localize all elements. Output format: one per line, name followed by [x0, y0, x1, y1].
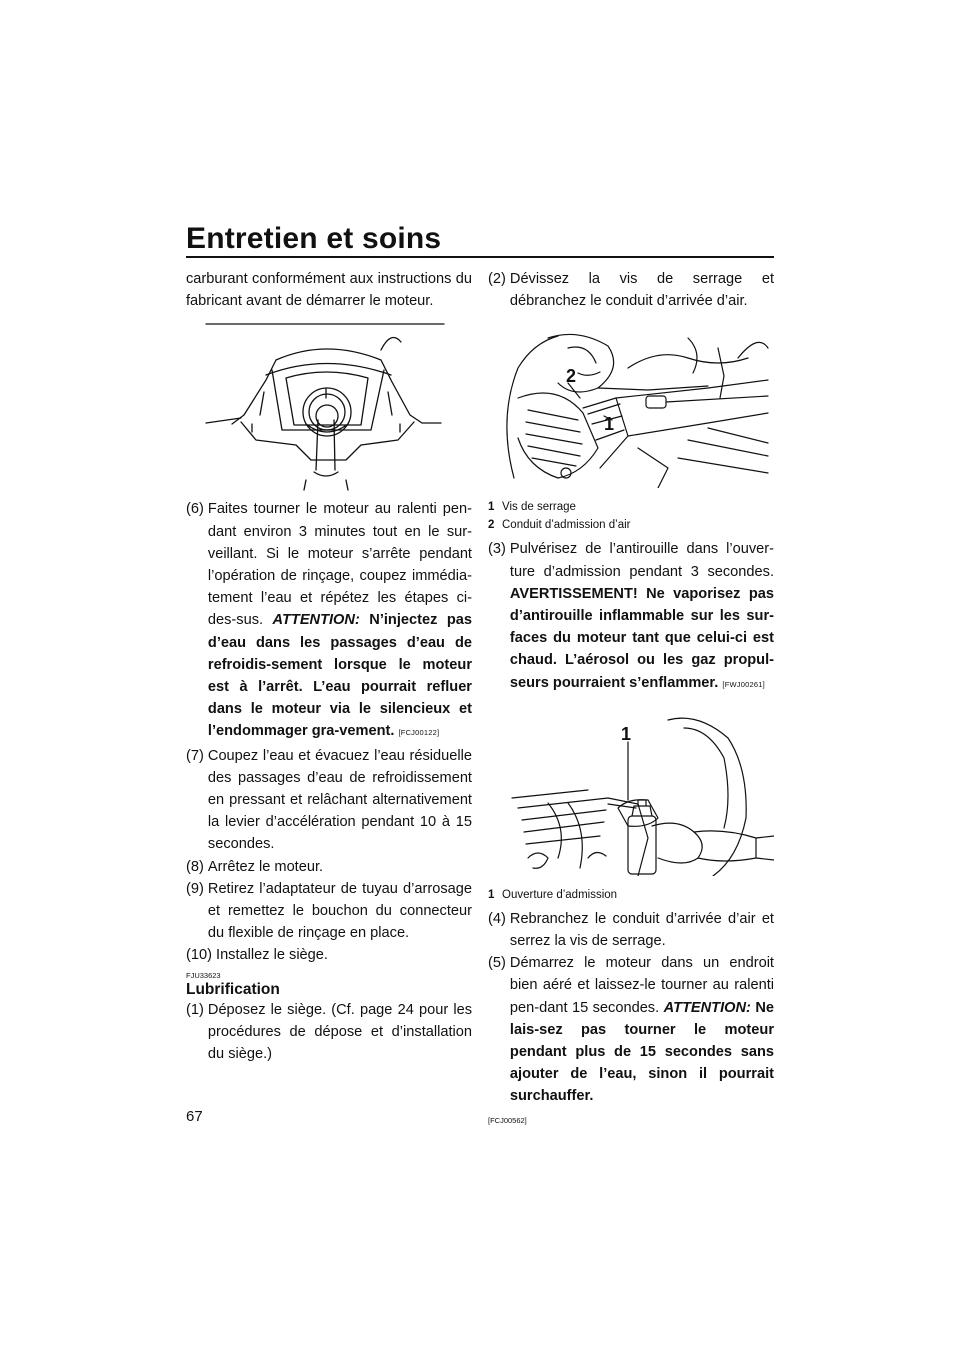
caption-number: 2 [488, 519, 495, 532]
step-number: (10) [186, 947, 212, 964]
caption-text: Conduit d’admission d’air [502, 519, 631, 532]
caption-item [488, 498, 774, 516]
page-number: 67 [186, 1108, 203, 1125]
step-text: Installez le siège. [216, 947, 328, 964]
ref-code: [FCJ00122] [398, 728, 440, 738]
step-number: (8) [186, 858, 204, 875]
intro-paragraph: carburant conformément aux instructions du fabricant avant de démarrer le moteur. [186, 271, 472, 310]
step-2 [488, 268, 774, 312]
step-text: Retirez l’adaptateur de tuyau d’arrosage et remettez le bouchon du connecteur du flexible de rinçage en place. [207, 880, 472, 942]
step-text: Dévissez la vis de serrage et débranchez le conduit d’arrivée d’air. [509, 271, 774, 310]
flush-connector-illustration [186, 320, 472, 492]
step-number: (1) [186, 1001, 204, 1018]
figure-1-captions [488, 498, 774, 534]
step-6 [186, 498, 472, 744]
rust-inhibitor-spray-illustration [488, 708, 774, 876]
attention-label: ATTENTION: [663, 999, 751, 1016]
caption-item [488, 886, 774, 904]
page-title: Entretien et soins [186, 222, 442, 255]
left-column [186, 268, 472, 1065]
caption-number: 1 [488, 888, 495, 901]
caption-text: Vis de serrage [502, 501, 576, 514]
callout-number-1: 1 [621, 723, 632, 744]
caption-number: 1 [488, 501, 495, 514]
step-text: Déposez le siège. (Cf. page 24 pour les procédures de dépose et d’installation du siège.) [207, 1001, 472, 1063]
section-heading: Lubrification [186, 980, 280, 998]
step-text: Faites tourner le moteur au ralenti pen-dant environ 3 minutes tout en le sur-veillant. Si le moteur s’arrête pendant l’opération de rinçage, coupez immédia-tement l’eau et répétez les étapes ci-des-sus. [207, 501, 472, 629]
step-number: (9) [186, 880, 204, 897]
section-ref-code: FJU33623 [186, 970, 221, 980]
step-number: (4) [488, 910, 506, 927]
step-4 [488, 908, 774, 952]
step-text: Rebranchez le conduit d’arrivée d’air et serrez la vis de serrage. [509, 910, 774, 950]
step-10 [186, 944, 472, 966]
attention-text: N’injectez pas d’eau dans les passages d’eau de refroidis-sement lorsque le moteur est à l’arrêt. L’eau pourrait refluer dans le moteur via le silencieux et l’endommager gra-vement. [207, 612, 473, 740]
title-rule [186, 256, 774, 258]
step-text: Démarrez le moteur dans un endroit bien aéré et laissez-le tourner au ralenti pen-dant 15 secondes. [509, 955, 774, 1016]
step-8 [186, 856, 472, 878]
figure-2-captions [488, 886, 774, 904]
air-intake-duct-illustration [488, 328, 774, 488]
attention-label: ATTENTION: [272, 612, 360, 629]
step-number: (7) [186, 747, 204, 764]
step-text: Arrêtez le moteur. [207, 858, 324, 875]
callout-number-2: 2 [566, 366, 577, 387]
step-text: Pulvérisez de l’antirouille dans l’ouver-ture d’admission pendant 3 secondes. [509, 541, 774, 580]
step-number: (5) [488, 955, 506, 972]
ref-code: [FCJ00562] [488, 1115, 527, 1125]
caption-text: Ouverture d’admission [502, 888, 618, 901]
step-number: (2) [488, 271, 506, 287]
step-text: Coupez l’eau et évacuez l’eau résiduelle des passages d’eau de refroidissement en pressant et relâchant alternativement la levier d’accélération pendant 10 à 15 secondes. [207, 747, 472, 853]
warning-text: AVERTISSEMENT! Ne vaporisez pas d’antirouille inflammable sur les sur-faces du moteur tant que celui-ci est chaud. L’aérosol ou les gaz propul-seurs pourraient s’enflammer. [509, 585, 774, 691]
lubrication-step-1 [186, 999, 472, 1066]
right-column [488, 268, 774, 1126]
step-5 [488, 952, 774, 1107]
step-7 [186, 745, 472, 856]
step-3 [488, 538, 774, 695]
caption-item [488, 516, 774, 534]
step-number: (6) [186, 501, 204, 518]
ref-code: [FWJ00261] [722, 679, 765, 689]
step-9 [186, 878, 472, 945]
callout-number-1: 1 [604, 414, 615, 435]
step-number: (3) [488, 541, 506, 558]
attention-text: Ne lais-sez pas tourner le moteur pendant plus de 15 secondes sans ajouter de l’eau, sinon il pourrait surchauffer. [509, 999, 775, 1105]
